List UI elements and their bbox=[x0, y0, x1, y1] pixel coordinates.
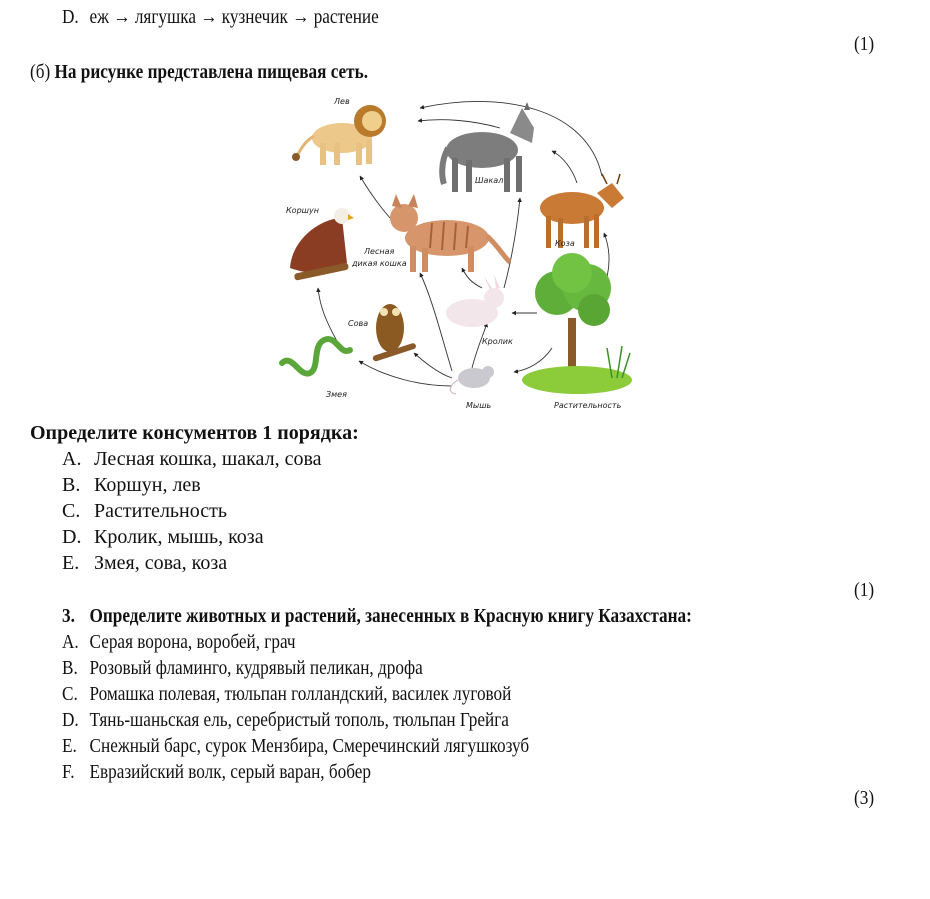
label-lion: Лев bbox=[334, 97, 350, 106]
option-text: Лесная кошка, шакал, сова bbox=[94, 448, 322, 470]
option-text: Кролик, мышь, коза bbox=[94, 526, 264, 548]
arrow-mouse-to-owl bbox=[414, 353, 452, 378]
prev-question-score: (1) bbox=[854, 33, 875, 55]
label-wildcat-line2: дикая кошка bbox=[352, 259, 407, 268]
label-plants: Растительность bbox=[554, 401, 622, 410]
question-3-option-c[interactable] bbox=[62, 682, 511, 706]
label-goat: Коза bbox=[555, 239, 575, 248]
part-b-option-c[interactable] bbox=[62, 499, 227, 523]
label-jackal: Шакал bbox=[475, 176, 504, 185]
arrow-goat-to-lion bbox=[420, 101, 602, 176]
question-3-option-b[interactable] bbox=[62, 656, 423, 680]
jackal-illustration bbox=[442, 102, 534, 192]
option-text: Снежный барс, сурок Мензбира, Смеречинский лягушкозуб bbox=[89, 735, 530, 757]
food-web-figure bbox=[272, 88, 638, 414]
part-b-question: Определите консументов 1 порядка: bbox=[30, 422, 359, 444]
option-letter: C. bbox=[62, 683, 78, 705]
arrow-wildcat-to-lion bbox=[360, 176, 390, 218]
plants-illustration bbox=[522, 253, 632, 410]
arrow-snake-to-kite bbox=[318, 288, 338, 343]
question-3-option-e[interactable] bbox=[62, 734, 529, 758]
option-text: Растительность bbox=[94, 500, 227, 522]
label-owl: Сова bbox=[348, 319, 369, 328]
option-text: Ромашка полевая, тюльпан голландский, василек луговой bbox=[89, 683, 512, 705]
mouse-illustration bbox=[450, 366, 494, 410]
part-b-option-b[interactable] bbox=[62, 473, 201, 497]
label-snake: Змея bbox=[326, 390, 347, 399]
arrow-rabbit-to-jackal bbox=[504, 198, 520, 288]
option-letter: A. bbox=[62, 631, 79, 653]
question-number: 3. bbox=[62, 605, 75, 627]
question-3-heading bbox=[62, 604, 692, 628]
option-letter: D. bbox=[62, 6, 79, 28]
lion-illustration bbox=[292, 97, 386, 165]
part-b-title: На рисунке представлена пищевая сеть. bbox=[54, 61, 369, 83]
arrow-mouse-to-snake bbox=[359, 361, 452, 386]
part-b-heading bbox=[30, 60, 368, 84]
option-letter: B. bbox=[62, 474, 81, 496]
option-letter: D. bbox=[62, 526, 82, 548]
arrow-mouse-to-wildcat bbox=[420, 273, 452, 371]
option-text: Розовый фламинго, кудрявый пеликан, дрофа bbox=[89, 657, 423, 679]
option-text: Коршун, лев bbox=[94, 474, 201, 496]
question-3-text: Определите животных и растений, занесенных в Красную книгу Казахстана: bbox=[89, 605, 692, 627]
question-3-option-a[interactable] bbox=[62, 630, 296, 654]
option-letter: C. bbox=[62, 500, 81, 522]
question-3-option-d[interactable] bbox=[62, 708, 509, 732]
option-text: еж → лягушка → кузнечик → растение bbox=[89, 6, 379, 28]
label-mouse: Мышь bbox=[466, 401, 492, 410]
option-letter: B. bbox=[62, 657, 78, 679]
part-b-option-d[interactable] bbox=[62, 525, 264, 549]
kite-illustration bbox=[286, 206, 354, 281]
option-letter: A. bbox=[62, 448, 82, 470]
option-text: Тянь-шаньская ель, серебристый тополь, тюльпан Грейга bbox=[89, 709, 509, 731]
part-b-score: (1) bbox=[854, 579, 875, 601]
question-3-score: (3) bbox=[854, 787, 875, 809]
prev-option-d bbox=[62, 5, 379, 29]
owl-illustration bbox=[348, 304, 417, 362]
wildcat-illustration bbox=[351, 194, 510, 272]
question-3-option-f[interactable] bbox=[62, 760, 371, 784]
arrow-goat-to-jackal bbox=[552, 151, 577, 183]
arrow-jackal-to-lion bbox=[418, 120, 500, 128]
option-letter: D. bbox=[62, 709, 79, 731]
snake-illustration bbox=[282, 339, 350, 399]
option-text: Змея, сова, коза bbox=[94, 552, 228, 574]
part-b-prefix: (б) bbox=[30, 61, 51, 83]
option-letter: F. bbox=[62, 761, 75, 783]
label-kite: Коршун bbox=[286, 206, 319, 215]
part-b-option-e[interactable] bbox=[62, 551, 227, 575]
part-b-option-a[interactable] bbox=[62, 447, 322, 471]
option-text: Серая ворона, воробей, грач bbox=[89, 631, 296, 653]
label-rabbit: Кролик bbox=[482, 337, 513, 346]
label-wildcat-line1: Лесная bbox=[364, 247, 395, 256]
option-text: Евразийский волк, серый варан, бобер bbox=[89, 761, 372, 783]
rabbit-illustration bbox=[446, 274, 513, 346]
goat-illustration bbox=[540, 174, 624, 248]
option-letter: E. bbox=[62, 735, 77, 757]
option-letter: E. bbox=[62, 552, 80, 574]
